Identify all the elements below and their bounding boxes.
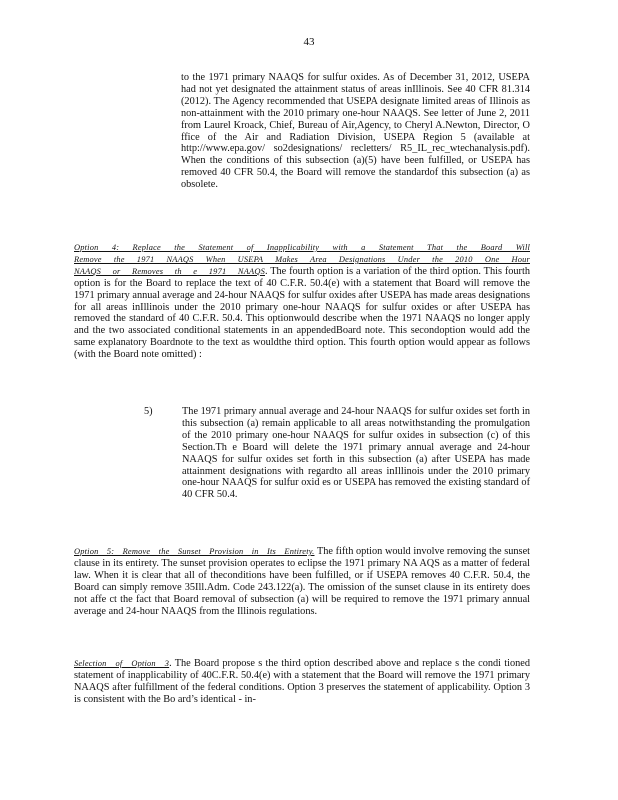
option5-heading: Option 5: Remove the Sunset Provision in Its Entirety.	[74, 547, 315, 556]
list-item-number: 5)	[144, 406, 153, 417]
option5-paragraph	[74, 546, 530, 617]
page-number: 43	[303, 36, 315, 48]
selection-paragraph	[74, 658, 530, 706]
option5-body: The fifth option would involve removing the sunset clause in its entirety. The sunset provision operates to eclipse the 1971 primary NA AQS as a matter of federal law. When it is clear that all of theconditions have been fulfilled, or if USEPA removes 40 C.F.R. 50.4, the Board can simply remove 35Ill.Adm. Code 243.122(a). The omission of the sunset clause in its entirety does not affe ct the fact that Board removal of subsection (a) will be required to remove the 1971 primary annual average and 24-hour NAAQS from the Illinois regulations.	[74, 546, 530, 617]
intro-paragraph: to the 1971 primary NAAQS for sulfur oxides. As of December 31, 2012, USEPA had not yet designated the attainment status of areas inIllinois. See 40 CFR 81.314 (2012). The Agency recommended that USEPA designate limited areas of Illinois as non-attainment with the 2010 primary one-hour NAAQS. See letter of June 2, 2011 from Laurel Kroack, Chief, Bureau of Air,Agency, to Cheryl A.Newton, Director, O ffice of the Air and Radiation Division, USEPA Region 5 (available at http://www.epa.gov/ so2designations/ recletters/ R5_IL_rec_wtechanalysis.pdf). When the conditions of this subsection (a)(5) have been fulfilled, or USEPA has removed 40 CFR 50.4, the Board will remove the standardof this subsection (a) as obsolete.	[181, 72, 530, 191]
option4-paragraph	[74, 242, 530, 361]
selection-heading: Selection of Option 3	[74, 659, 170, 668]
selection-body: . The Board propose s the third option described above and replace s the condi tioned statement of inapplicability of 40C.F.R. 50.4(e) with a statement that the Board will remove the 1971 primary NAAQS after fulfillment of the federal conditions. Option 3 preserves the statement of applicability. Option 3 is consistent with the Bo ard’s identical - in-	[74, 658, 530, 705]
option4-body: . The fourth option is a variation of the third option. This fourth option is for the Board to replace the text of 40 C.F.R. 50.4(e) with a statement that Board will remove the 1971 primary annual average and 24-hour NAAQS for sulfur oxides after USEPA has made areas designations for all areas inIllinois under the 2010 primary one-hour NAAQS for sulfur oxides or after USEPA has removed the standard of 40 C.F.R. 50.4. This optionwould describe when the 1971 NAAQS no longer apply and the two associated conditional statements in an appendedBoard note. This secondoption would add the same explanatory Boardnote to the text as wouldthe third option. This fourth option would appear as follows (with the Board note omitted) :	[74, 265, 530, 361]
option4-heading: Option 4: Replace the Statement of Inapplicability with a Statement That the Board Will Remove the 1971 NAAQS When USEPA Makes Area Designations Under the 2010 One Hour NAAQS or Removes th e 1971 NAAQS	[74, 243, 530, 276]
list-item-text: The 1971 primary annual average and 24-hour NAAQS for sulfur oxides set forth in this subsection (a) remain applicable to all areas notwithstanding the promulgation of the 2010 primary one-hour NAAQS for sulfur oxides in subsection (c) of this Section.Th e Board will delete the 1971 primary annual average and 24-hour NAAQS for sulfur oxides set forth in this subsection (a) after USEPA has made attainment designations with regardto all areas inIllinois under the 2010 primary one-hour NAAQS for sulfur oxid es or USEPA has removed the existing standard of 40 CFR 50.4.	[182, 406, 530, 501]
